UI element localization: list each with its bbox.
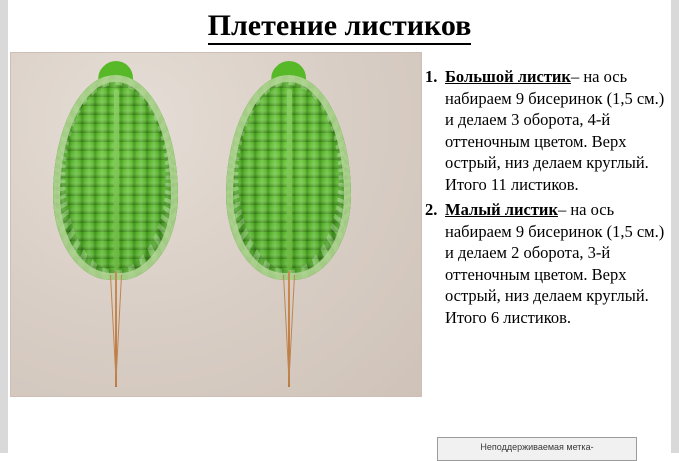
instructions-list: [425, 66, 669, 332]
page-title-text: Плетение листиков: [208, 9, 472, 45]
list-item-body: – на ось набираем 9 бисеринок (1,5 см.) и делаем 3 оборота, 4-й оттеночным цветом. Верх острый, низ делаем круглый. Итого 11 листиков.: [445, 67, 665, 194]
list-item: [425, 66, 669, 195]
list-item-text: [445, 199, 669, 328]
leaves-photo: [10, 52, 422, 397]
small-leaf: [226, 75, 351, 305]
page-title: [0, 8, 679, 44]
unsupported-tag-placeholder: Неподдерживаемая метка-: [437, 437, 637, 461]
list-item-lead: Малый листик: [445, 200, 558, 219]
list-item-body: – на ось набираем 9 бисеринок (1,5 см.) и делаем 2 оборота, 3-й оттеночным цветом. Верх острый, низ делаем круглый. Итого 6 листиков.: [445, 200, 665, 327]
small-leaf-axis: [287, 89, 292, 269]
slide-right-edge: [671, 0, 679, 453]
list-item-lead: Большой листик: [445, 67, 571, 86]
list-item: [425, 199, 669, 328]
list-item-text: [445, 66, 669, 195]
large-leaf: [53, 75, 178, 305]
slide-left-edge: [0, 0, 8, 453]
large-leaf-axis: [114, 89, 119, 269]
list-item-number: 1.: [425, 67, 438, 86]
list-item-number: 2.: [425, 200, 438, 219]
